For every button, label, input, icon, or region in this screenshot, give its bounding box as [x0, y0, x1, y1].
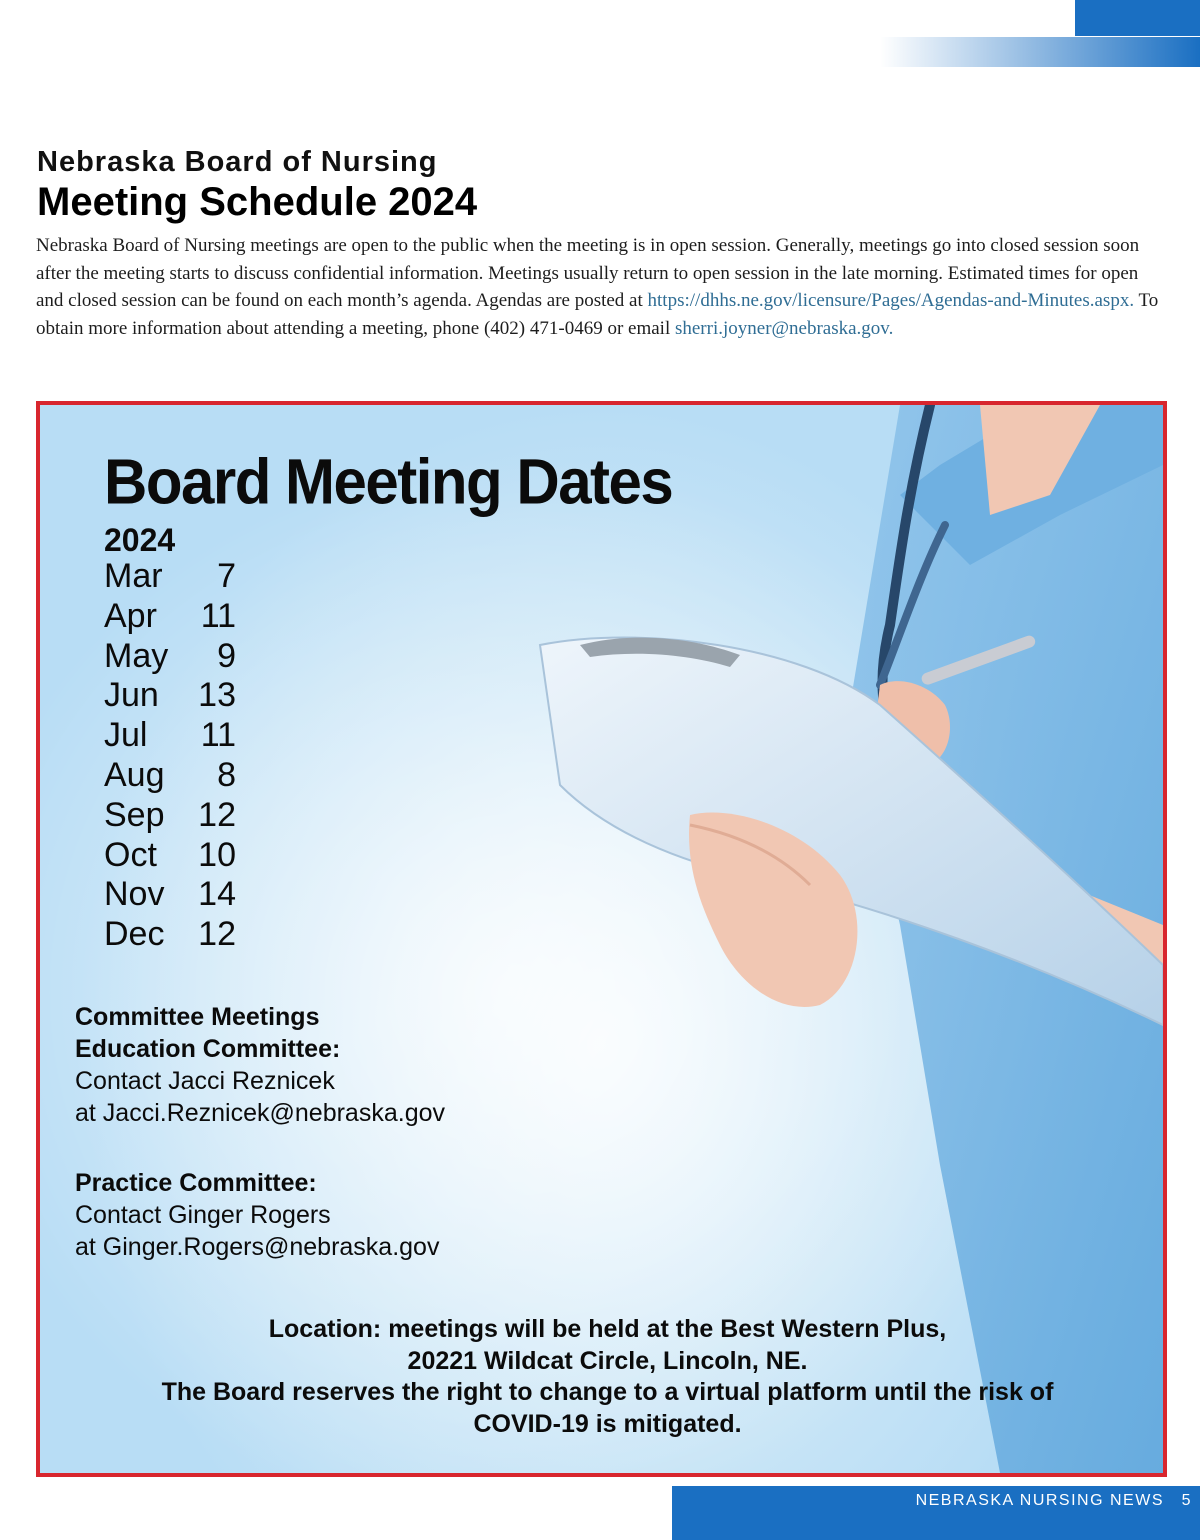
location-notice [80, 1314, 1135, 1440]
date-month: Mar [104, 557, 163, 595]
date-month: Apr [104, 596, 157, 635]
meeting-date [104, 676, 304, 716]
location-line-3: The Board reserves the right to change to a virtual platform until the risk of COVID-19 is mitigated. [161, 1378, 1054, 1438]
intro-text-1: Nebraska Board of Nursing meetings are open to the public when the meeting is in open session. Generally, meetings go into closed session soon after the meeting starts to discuss confidential information. Meetings usually return to open session in the late morning. Estimated times for open and closed session can be found on each month’s agenda. Agendas are posted at [36, 235, 1140, 312]
date-day: 12 [198, 795, 236, 834]
meeting-dates-list [104, 557, 304, 955]
board-year: 2024 [104, 522, 176, 558]
page-title: Meeting Schedule 2024 [37, 180, 478, 224]
corner-accent-gradient [880, 37, 1200, 67]
org-name: Nebraska Board of Nursing [37, 146, 438, 178]
date-month: Dec [104, 915, 165, 954]
date-month: Jul [104, 716, 148, 755]
location-line-2: 20221 Wildcat Circle, Lincoln, NE. [407, 1346, 808, 1375]
education-committee-title: Education Committee: [75, 1035, 341, 1063]
date-day: 7 [217, 557, 236, 595]
meeting-date [104, 716, 304, 756]
date-day: 9 [217, 636, 236, 675]
date-month: Nov [104, 875, 165, 914]
intro-text-2: To obtain more information about attending a meeting, phone (402) 471-0469 or email [36, 290, 1159, 340]
date-month: Aug [104, 755, 165, 794]
date-day: 11 [200, 716, 236, 755]
publication-name: NEBRASKA NURSING NEWS [915, 1492, 1164, 1509]
date-day: 10 [198, 835, 236, 874]
footer-bar [672, 1486, 1200, 1540]
date-day: 8 [217, 755, 236, 794]
date-day: 11 [200, 596, 236, 635]
practice-committee-title: Practice Committee: [75, 1169, 317, 1197]
meeting-date [104, 836, 304, 876]
meeting-date [104, 637, 304, 677]
meeting-date [104, 796, 304, 836]
meeting-date [104, 597, 304, 637]
email-link[interactable]: sherri.joyner@nebraska.gov. [674, 318, 894, 340]
date-day: 14 [198, 875, 236, 914]
committee-heading: Committee Meetings [75, 1003, 320, 1031]
committee-practice-block [75, 1167, 439, 1263]
practice-email: at Ginger.Rogers@nebraska.gov [75, 1233, 440, 1261]
intro-paragraph [36, 232, 1161, 343]
education-email: at Jacci.Reznicek@nebraska.gov [75, 1099, 445, 1127]
meeting-date [104, 756, 304, 796]
agenda-link[interactable]: https://dhhs.ne.gov/licensure/Pages/Agendas-and-Minutes.aspx. [647, 290, 1135, 312]
date-month: Jun [104, 676, 159, 715]
board-heading: Board Meeting Dates [104, 446, 673, 518]
date-day: 12 [198, 915, 236, 954]
date-month: Oct [104, 835, 157, 874]
meeting-date [104, 557, 304, 597]
date-month: May [104, 636, 169, 675]
committee-education-block [75, 1001, 445, 1129]
practice-contact: Contact Ginger Rogers [75, 1201, 331, 1229]
page-number: 5 [1181, 1492, 1192, 1509]
date-month: Sep [104, 795, 165, 834]
date-day: 13 [198, 676, 236, 715]
location-line-1: Location: meetings will be held at the Best Western Plus, [268, 1315, 947, 1343]
education-contact: Contact Jacci Reznicek [75, 1067, 335, 1095]
meeting-date [104, 875, 304, 915]
corner-accent-bar [1075, 0, 1200, 36]
board-meeting-box [36, 401, 1167, 1477]
meeting-date [104, 915, 304, 955]
